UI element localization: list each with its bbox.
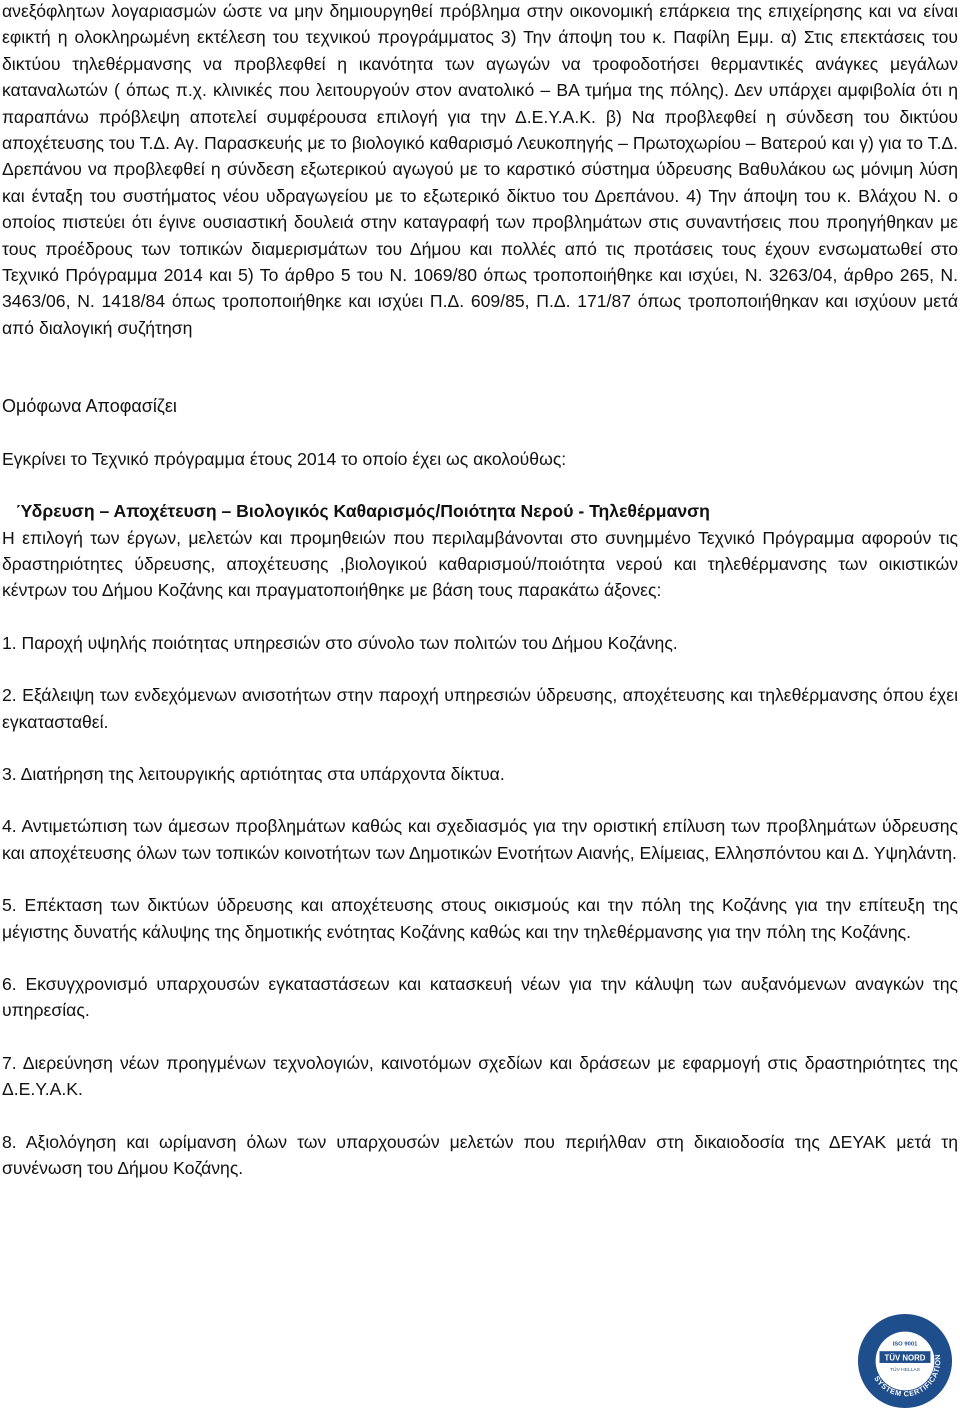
svg-text:SYSTEM CERTIFICATION: SYSTEM CERTIFICATION — [872, 1353, 943, 1399]
decision-heading: Ομόφωνα Αποφασίζει — [2, 396, 177, 417]
list-item: 2. Εξάλειψη των ενδεχόμενων ανισοτήτων στην παροχή υπηρεσιών ύδρευσης, αποχέτευσης και τηλεθέρμανσης όπου έχει εγκατασταθεί. — [2, 685, 958, 732]
section-intro: Η επιλογή των έργων, μελετών και προμηθειών που περιλαμβάνονται στο συνημμένο Τεχνικό Πρόγραμμα αφορούν τις δραστηριότητες ύδρευσης, αποχέτευσης ,βιολογικού καθαρισμού/ποιότητα νερού και τηλεθέρμανσης των οικιστικών κέντρων του Δήμου Κοζάνης και πραγματοποιήθηκε με βάση τους παρακάτω άξονες: — [2, 527, 958, 601]
list-item: 7. Διερεύνηση νέων προηγμένων τεχνολογιών, καινοτόμων σχεδίων και δράσεων με εφαρμογή στις δραστηριότητες της Δ.Ε.Υ.Α.Κ. — [2, 1052, 958, 1100]
list-item: 5. Επέκταση των δικτύων ύδρευσης και αποχέτευσης στους οικισμούς και την πόλη της Κοζάνης για την επίτευξη της μέγιστης δυνατής κάλυψης της δημοτικής ενότητας Κοζάνης καθώς και την τηλεθέρμανσης για την πόλη της Κοζάνης. — [2, 895, 958, 942]
approval-line: Εγκρίνει το Τεχνικό πρόγραμμα έτους 2014 το οποίο έχει ως ακολούθως: — [2, 448, 567, 469]
svg-text:TÜV HELLAS: TÜV HELLAS — [890, 1367, 920, 1373]
svg-text:ISO 9001: ISO 9001 — [892, 1341, 918, 1348]
list-item: 8. Αξιολόγηση και ωρίμανση όλων των υπαρχουσών μελετών που περιήλθαν στη δικαιοδοσία της ΔΕΥΑΚ μετά τη συνένωση του Δήμου Κοζάνης. — [2, 1131, 958, 1178]
list-item: 6. Εκσυγχρονισμό υπαρχουσών εγκαταστάσεων και κατασκευή νέων για την κάλυψη των αυξανόμενων αναγκών της υπηρεσίας. — [2, 973, 958, 1021]
section-title: Ύδρευση – Αποχέτευση – Βιολογικός Καθαρισμός/Ποιότητα Νερού - Τηλεθέρμανση — [16, 501, 710, 522]
list-item: 3. Διατήρηση της λειτουργικής αρτιότητας στα υπάρχοντα δίκτυα. — [2, 763, 505, 784]
certification-seal-icon — [856, 1312, 954, 1410]
svg-text:TÜV NORD: TÜV NORD — [884, 1353, 926, 1363]
list-item: 1. Παροχή υψηλής ποιότητας υπηρεσιών στο σύνολο των πολιτών του Δήμου Κοζάνης. — [2, 632, 678, 653]
intro-paragraph: ανεξόφλητων λογαριασμών ώστε να μην δημιουργηθεί πρόβλημα στην οικονομική επάρκεια της επιχείρησης και να είναι εφικτή η ολοκληρωμένη εκτέλεση του τεχνικού προγράμματος 3) Την άποψη του κ. Παφίλη Εμμ. α) Στις επεκτάσεις του δικτύου τηλεθέρμανσης να προβλεφθεί η ικανότητα των αγωγών να τροφοδοτήσει θερμαντικές ανάγκες μεγάλων καταναλωτών ( όπως π.χ. κλινικές που λειτουργούν στον ανατολικό – ΒΑ τμήμα της πόλης). Δεν υπάρχει αμφιβολία ότι η παραπάνω πρόβλεψη αποτελεί συμφέρουσα επιλογή για την Δ.Ε.Υ.Α.Κ. β) Να προβλεφθεί η σύνδεση του δικτύου αποχέτευσης του Τ.Δ. Αγ. Παρασκευής με το βιολογικό καθαρισμό Λευκοπηγής – Πρωτοχωρίου – Βατερού και γ) για το Τ.Δ. Δρεπάνου να προβλεφθεί η σύνδεση εξωτερικού αγωγού με το καρστικό σύστημα ύδρευσης Βαθυλάκου ως μόνιμη λύση και ένταξη του συστήματος νέου υδραγωγείου με το εξωτερικό δίκτυο του Δρεπάνου. 4) Την άποψη του κ. Βλάχου Ν. ο οποίος πιστεύει ότι έγινε ουσιαστική δουλειά στην καταγραφή των προβλημάτων στις συναντήσεις που προηγήθηκαν με τους προέδρους των τοπικών διαμερισμάτων του Δήμου και πολλές από τις προτάσεις τους έχουν ενσωματωθεί στο Τεχνικό Πρόγραμμα 2014 και 5) Το άρθρο 5 του Ν. 1069/80 όπως τροποποιήθηκε και ισχύει, Ν. 3263/04, άρθρο 265, Ν. 3463/06, Ν. 1418/84 όπως τροποποιήθηκε και ισχύει Π.Δ. 609/85, Π.Δ. 171/87 όπως τροποποιήθηκαν και ισχύουν μετά από διαλογική συζήτηση — [2, 1, 958, 338]
list-item: 4. Αντιμετώπιση των άμεσων προβλημάτων καθώς και σχεδιασμός για την οριστική επίλυση των προβλημάτων ύδρευσης και αποχέτευσης όλων των τοπικών κοινοτήτων των Δημοτικών Ενοτήτων Αιανής, Ελίμειας, Ελλησπόντου και Δ. Υψηλάντη. — [2, 816, 958, 863]
